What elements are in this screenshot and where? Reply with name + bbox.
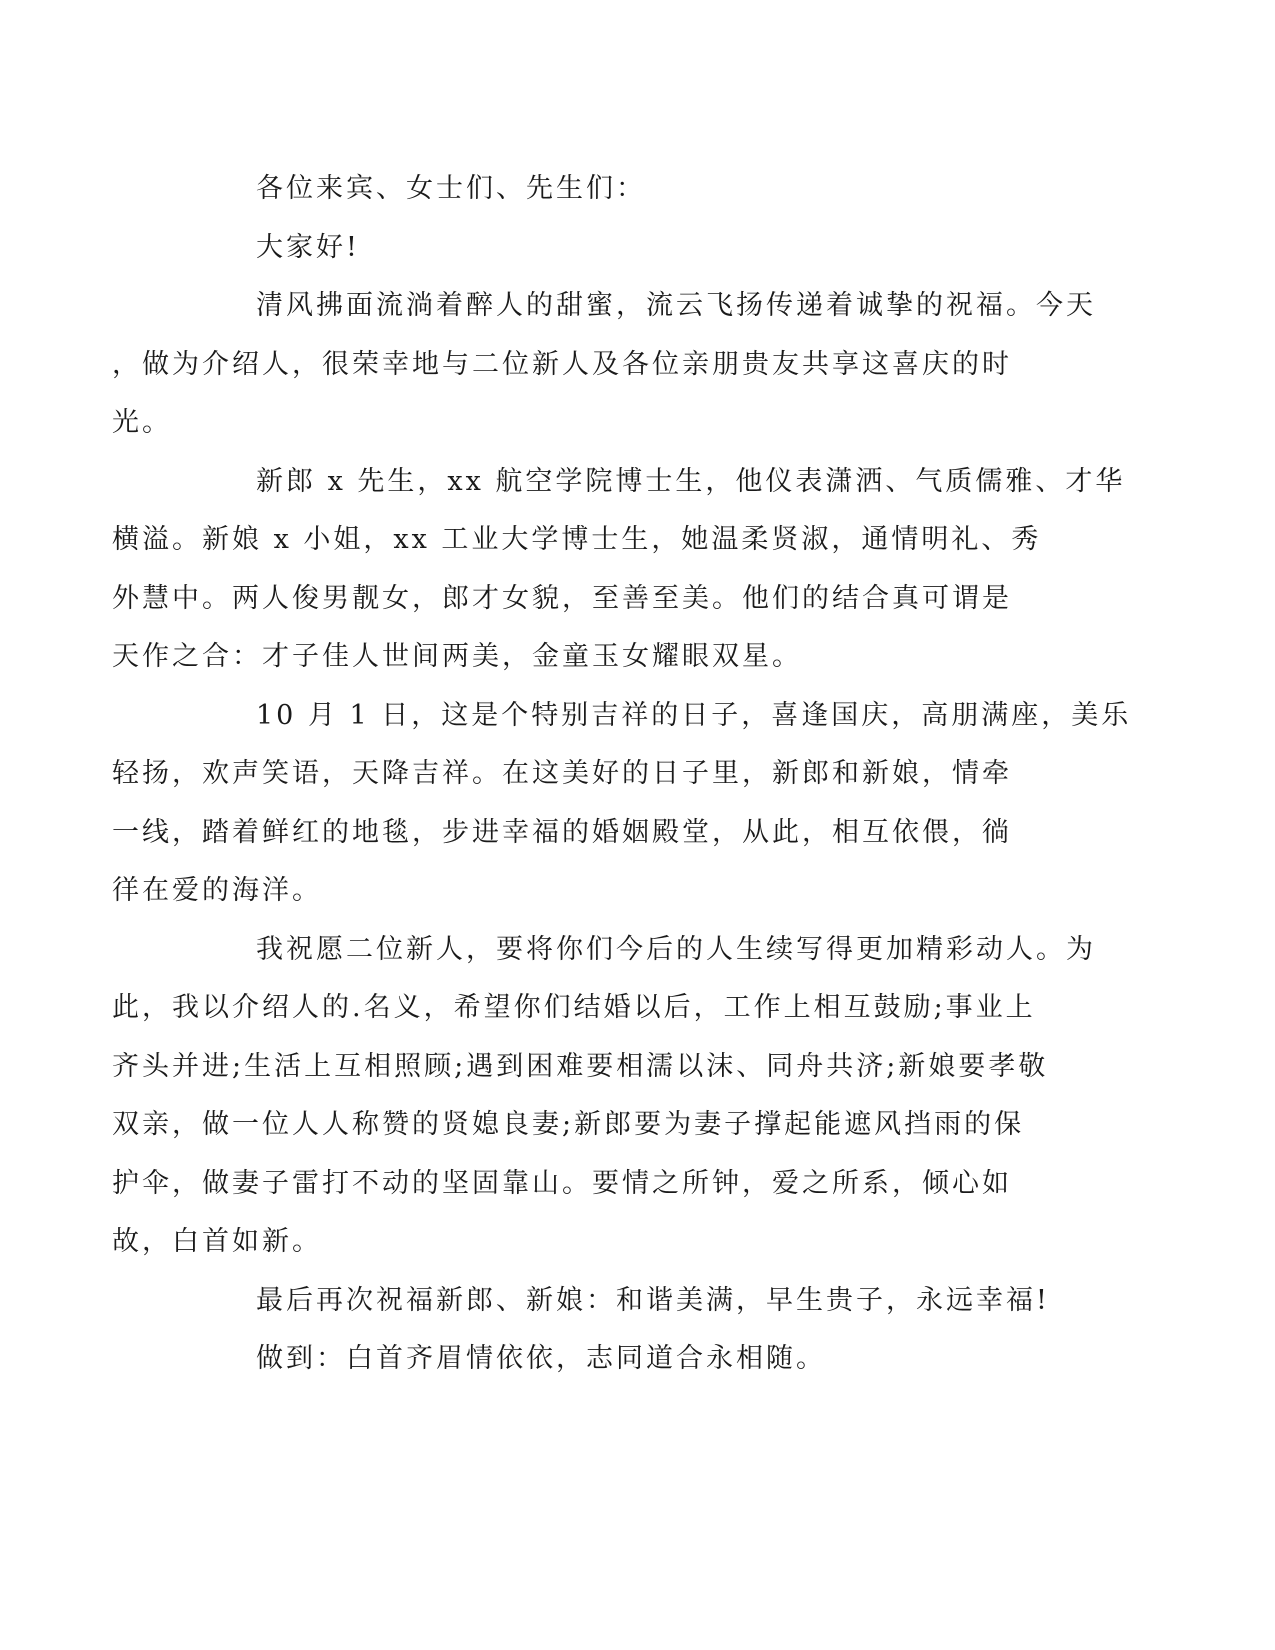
text-line: 齐头并进;生活上互相照顾;遇到困难要相濡以沫、同舟共济;新娘要孝敬 — [112, 1050, 1049, 1082]
paragraph-couple-intro — [112, 453, 1126, 687]
text-line: 光。 — [112, 407, 172, 438]
text-line: 我祝愿二位新人，要将你们今后的人生续写得更加精彩动人。为 — [256, 933, 1096, 965]
text-line: 新郎 x 先生，xx 航空学院博士生，他仪表潇洒、气质儒雅、才华 — [256, 465, 1126, 497]
text-line: 护伞，做妻子雷打不动的坚固靠山。要情之所钟，爱之所系，倾心如 — [112, 1167, 1012, 1199]
text-line: 轻扬，欢声笑语，天降吉祥。在这美好的日子里，新郎和新娘，情牵 — [112, 758, 1012, 789]
text-line: 各位来宾、女士们、先生们： — [256, 173, 646, 204]
text-line: 此，我以介绍人的.名义，希望你们结婚以后，工作上相互鼓励;事业上 — [112, 992, 1036, 1023]
text-line: 一线，踏着鲜红的地毯，步进幸福的婚姻殿堂，从此，相互依偎，徜 — [112, 816, 1012, 848]
text-line: 最后再次祝福新郎、新娘：和谐美满，早生贵子，永远幸福! — [256, 1284, 1050, 1316]
text-line: 清风拂面流淌着醉人的甜蜜，流云飞扬传递着诚挚的祝福。今天 — [256, 290, 1096, 321]
text-line: 故，白首如新。 — [112, 1226, 322, 1257]
document-body — [112, 160, 1132, 1389]
paragraph-closing — [184, 1330, 1074, 1389]
text-line: 徉在爱的海洋。 — [112, 875, 322, 906]
paragraph-greeting — [184, 219, 1074, 278]
text-line: 10 月 1 日，这是个特别吉祥的日子，喜逢国庆，高朋满座，美乐 — [256, 699, 1132, 731]
paragraph-wedding-day — [112, 687, 1132, 921]
paragraph-wishes — [112, 921, 1096, 1272]
text-line: ，做为介绍人，很荣幸地与二位新人及各位亲朋贵友共享这喜庆的时 — [112, 348, 1012, 380]
text-line: 横溢。新娘 x 小姐，xx 工业大学博士生，她温柔贤淑，通情明礼、秀 — [112, 524, 1042, 555]
paragraph-final-blessing — [184, 1272, 1074, 1331]
paragraph-opening — [112, 277, 1096, 453]
text-line: 外慧中。两人俊男靓女，郎才女貌，至善至美。他们的结合真可谓是 — [112, 582, 1012, 614]
paragraph-salutation — [184, 160, 1074, 219]
text-line: 大家好! — [256, 231, 360, 263]
text-line: 做到：白首齐眉情依依，志同道合永相随。 — [256, 1343, 826, 1374]
text-line: 双亲，做一位人人称赞的贤媳良妻;新郎要为妻子撑起能遮风挡雨的保 — [112, 1109, 1025, 1140]
text-line: 天作之合：才子佳人世间两美，金童玉女耀眼双星。 — [112, 641, 802, 672]
